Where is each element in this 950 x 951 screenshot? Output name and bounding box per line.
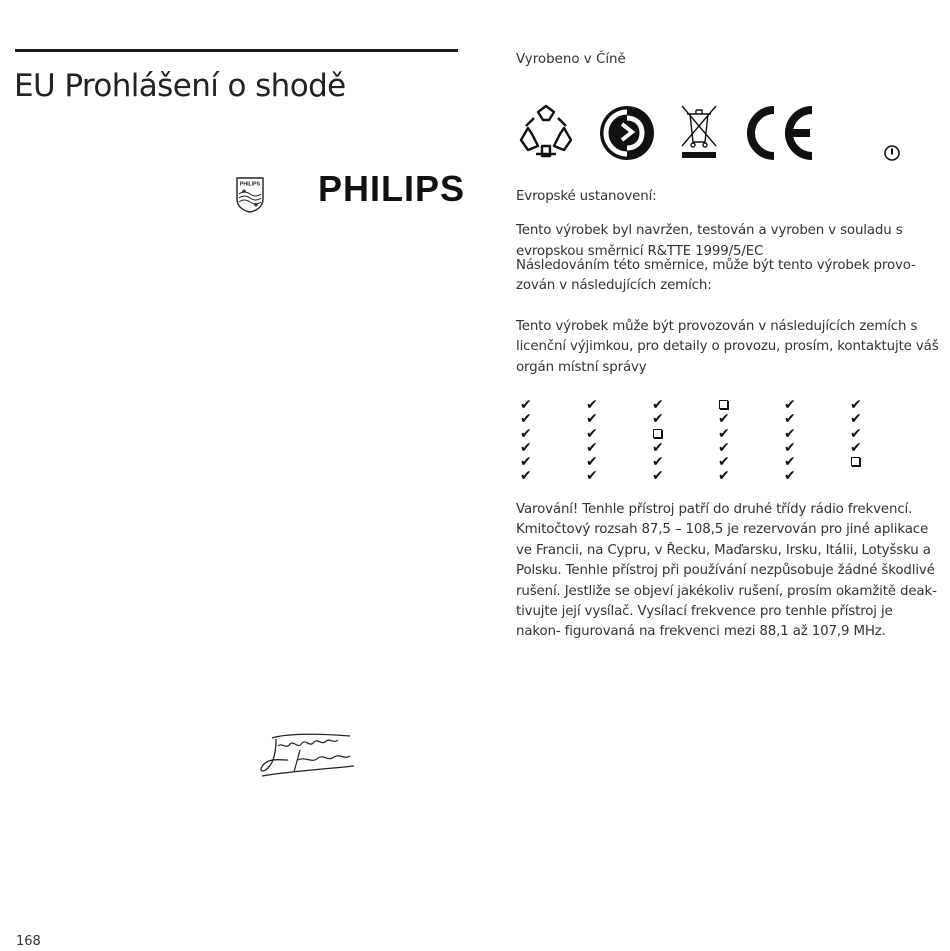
empty-box-icon [850,455,870,469]
license-exemption-text: Tento výrobek může být provozován v následujících zemích s licenční výjimkou, pro detaily o provozu, prosím, kontaktujte váš orgán místní správy [516,319,939,375]
check-mark-icon: ✔ [718,454,730,471]
check-mark-icon: ✔ [850,425,862,442]
country-column [850,398,870,469]
check-mark-icon: ✔ [652,468,664,485]
check-mark-icon: ✔ [586,397,598,413]
country-column [718,398,738,484]
country-column [586,398,606,484]
compliance-logos [516,104,940,162]
check-mark-icon: ✔ [784,411,796,428]
page-number: 168 [16,934,41,949]
check-mark-icon: ✔ [520,439,532,456]
check-mark-icon: ✔ [652,439,664,456]
philips-shield-logo [235,177,265,213]
recycle-icon [516,104,576,160]
warning-text: Varování! Tenhle přístroj patří do druhé třídy rádio frekvencí. Kmitočtový rozsah 87,5 – 108,5 je rezervován pro jiné aplikace ve Francii, na Cypru, v Řecku, Maďarsku, Irsku, Itálii, Lotyšsku a Polsku. Tenhle přístroj při používání nezpůsobuje žádné škodlivé rušení. Jestliže se objeví jakékoliv rušení, prosím okamžitě deak- tivujte její vysílač. Vysílací frekvence pro tenhle přístroj je nakon- figurovaná na frekvenci mezi 88,1 až 107,9 MHz. [516,502,937,640]
ce-mark-icon [742,104,816,162]
check-mark-icon: ✔ [586,439,598,456]
check-mark-icon: ✔ [718,468,730,485]
weee-crossed-bin-icon [678,104,720,162]
svg-text:PHILIPS: PHILIPS [239,181,261,188]
country-column [652,398,672,484]
green-dot-icon [598,104,656,162]
check-mark-icon: ✔ [520,411,532,428]
check-mark-icon: ✔ [652,454,664,471]
check-mark-icon: ✔ [784,468,796,485]
check-mark-icon: ✔ [586,468,598,485]
check-mark-icon: ✔ [718,439,730,456]
regulation-text: Tento výrobek byl navržen, testován a vyroben v souladu s evropskou směrnicí R&TTE 1999/5/EC [516,223,903,259]
check-mark-icon: ✔ [520,468,532,485]
regulation-heading: Evropské ustanovení: [516,189,657,205]
check-mark-icon: ✔ [520,425,532,442]
check-mark-icon: ✔ [850,411,862,428]
check-mark-icon: ✔ [718,425,730,442]
check-mark-icon: ✔ [784,425,796,442]
check-mark-icon: ✔ [586,454,598,471]
empty-box-icon [718,398,738,412]
check-mark-icon: ✔ [850,439,862,456]
country-column [520,398,540,484]
check-mark-icon: ✔ [784,397,796,413]
check-mark-icon: ✔ [784,454,796,471]
check-mark-icon: ✔ [850,397,862,413]
title-rule [15,49,458,52]
signature [254,730,358,782]
page-title: EU Prohlášení o shodě [14,68,346,104]
check-mark-icon: ✔ [520,397,532,413]
check-mark-icon: ✔ [520,454,532,471]
check-mark-icon: ✔ [652,397,664,413]
alert-class-icon [883,144,901,162]
check-mark-icon: ✔ [784,439,796,456]
made-in-label: Vyrobeno v Číně [516,52,626,67]
check-mark-icon: ✔ [586,411,598,428]
empty-box-icon [652,427,672,441]
philips-wordmark: PHILIPS [318,168,466,209]
check-mark-icon: ✔ [718,411,730,428]
check-mark-icon: ✔ [652,411,664,428]
check-mark-icon: ✔ [586,425,598,442]
directive-countries-text: Následováním této směrnice, může být tento výrobek provo- zován v následujících zemích: [516,258,916,294]
country-column [784,398,804,484]
